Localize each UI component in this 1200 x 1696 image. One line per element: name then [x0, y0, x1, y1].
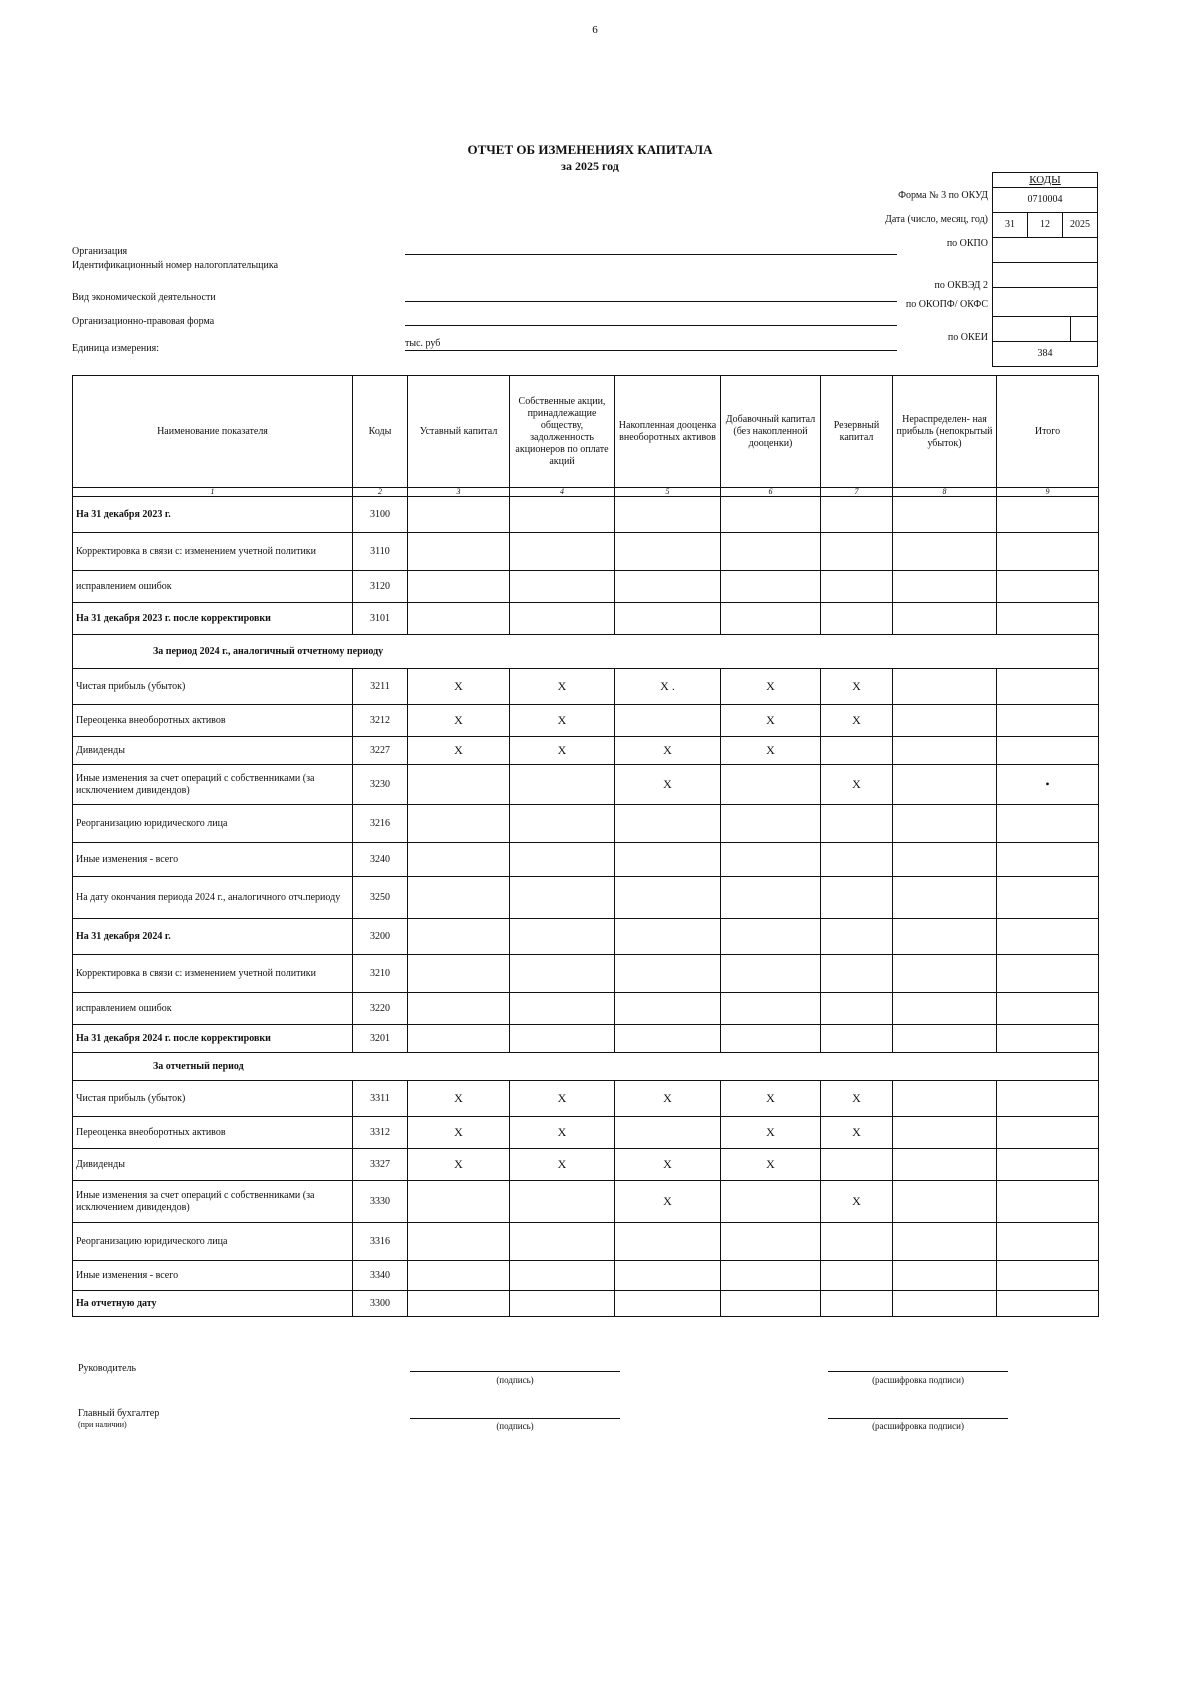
- value-cell: X: [408, 705, 510, 737]
- unit-label: Единица измерения:: [72, 343, 159, 354]
- okopf-value: [993, 317, 1097, 342]
- value-cell: [721, 843, 821, 877]
- row-code: 3330: [353, 1181, 408, 1223]
- chief-sign-line: [410, 1418, 620, 1419]
- row-code: 3327: [353, 1149, 408, 1181]
- chief-sign-caption: (подпись): [496, 1421, 534, 1431]
- value-cell: [721, 993, 821, 1025]
- value-cell: [997, 1181, 1099, 1223]
- value-cell: [893, 1291, 997, 1317]
- row-code: 3311: [353, 1081, 408, 1117]
- value-cell: [721, 497, 821, 533]
- value-cell: [408, 533, 510, 571]
- value-cell: [510, 955, 615, 993]
- row-code: 3300: [353, 1291, 408, 1317]
- value-cell: [893, 1181, 997, 1223]
- okopf-label: по ОКОПФ/ ОКФС: [905, 299, 988, 310]
- value-cell: •: [997, 765, 1099, 805]
- value-cell: [510, 1181, 615, 1223]
- value-cell: [721, 533, 821, 571]
- value-cell: [893, 497, 997, 533]
- row-code: 3211: [353, 669, 408, 705]
- section-row: [73, 635, 1099, 669]
- col-number: 6: [721, 488, 821, 497]
- value-cell: [997, 955, 1099, 993]
- col-header: Собственные акции, принадлежащие обществу, задолженность акционеров по оплате акций: [510, 376, 615, 488]
- value-cell: [893, 919, 997, 955]
- col-number: 3: [408, 488, 510, 497]
- value-cell: [615, 1025, 721, 1053]
- value-cell: [408, 603, 510, 635]
- row-name: Корректировка в связи с: изменением учетной политики: [73, 955, 353, 993]
- value-cell: X: [408, 1149, 510, 1181]
- value-cell: [893, 533, 997, 571]
- head-sign-line: [410, 1371, 620, 1372]
- row-code: 3250: [353, 877, 408, 919]
- value-cell: [721, 1181, 821, 1223]
- row-code: 3227: [353, 737, 408, 765]
- org-line: [405, 254, 897, 255]
- value-cell: [997, 497, 1099, 533]
- row-name: Иные изменения за счет операций с собственниками (за исключением дивидендов): [73, 765, 353, 805]
- okved-label: по ОКВЭД 2: [934, 280, 988, 291]
- value-cell: [408, 955, 510, 993]
- activity-line: [405, 301, 897, 302]
- value-cell: [408, 805, 510, 843]
- value-cell: [997, 1025, 1099, 1053]
- value-cell: [893, 1025, 997, 1053]
- row-code: 3210: [353, 955, 408, 993]
- value-cell: [821, 737, 893, 765]
- row-name: Чистая прибыль (убыток): [73, 1081, 353, 1117]
- value-cell: [615, 705, 721, 737]
- value-cell: [893, 1117, 997, 1149]
- value-cell: [510, 533, 615, 571]
- value-cell: [893, 765, 997, 805]
- value-cell: [408, 765, 510, 805]
- row-name: Дивиденды: [73, 1149, 353, 1181]
- okpo-label: по ОКПО: [946, 238, 988, 249]
- report-title: ОТЧЕТ ОБ ИЗМЕНЕНИЯХ КАПИТАЛА: [467, 142, 713, 157]
- row-name: исправлением ошибок: [73, 571, 353, 603]
- section-title: За отчетный период: [73, 1053, 1099, 1081]
- value-cell: [615, 1261, 721, 1291]
- value-cell: X: [721, 1081, 821, 1117]
- value-cell: [893, 603, 997, 635]
- row-name: На 31 декабря 2024 г. после корректировки: [73, 1025, 353, 1053]
- value-cell: [615, 603, 721, 635]
- value-cell: [997, 533, 1099, 571]
- chief-decode-caption: (расшифровка подписи): [872, 1421, 964, 1431]
- row-code: 3101: [353, 603, 408, 635]
- value-cell: [408, 1291, 510, 1317]
- value-cell: [615, 571, 721, 603]
- value-cell: X: [821, 765, 893, 805]
- value-cell: [893, 955, 997, 993]
- row-name: Иные изменения за счет операций с собственниками (за исключением дивидендов): [73, 1181, 353, 1223]
- value-cell: [821, 603, 893, 635]
- value-cell: X: [408, 1081, 510, 1117]
- chief-label: Главный бухгалтер: [78, 1408, 160, 1419]
- value-cell: X: [721, 669, 821, 705]
- value-cell: [615, 497, 721, 533]
- value-cell: [408, 497, 510, 533]
- codes-box: [992, 172, 1098, 367]
- row-code: 3230: [353, 765, 408, 805]
- value-cell: X: [821, 1117, 893, 1149]
- head-sign-caption: (подпись): [496, 1375, 534, 1385]
- col-number: 1: [73, 488, 353, 497]
- value-cell: [821, 877, 893, 919]
- value-cell: [510, 877, 615, 919]
- col-number: 4: [510, 488, 615, 497]
- value-cell: [510, 1291, 615, 1317]
- value-cell: X: [721, 737, 821, 765]
- row-code: 3201: [353, 1025, 408, 1053]
- value-cell: [615, 533, 721, 571]
- value-cell: X: [821, 1081, 893, 1117]
- table-row: [73, 1025, 1099, 1053]
- value-cell: [408, 877, 510, 919]
- value-cell: [821, 497, 893, 533]
- value-cell: [821, 1149, 893, 1181]
- capital-changes-table: [72, 375, 1099, 1317]
- org-label: Организация: [72, 246, 128, 257]
- value-cell: [510, 1261, 615, 1291]
- value-cell: [721, 919, 821, 955]
- value-cell: X: [408, 669, 510, 705]
- value-cell: [997, 1149, 1099, 1181]
- head-label: Руководитель: [78, 1363, 137, 1374]
- value-cell: [510, 919, 615, 955]
- value-cell: [893, 705, 997, 737]
- col-header: Добавочный капитал (без накопленной дооценки): [721, 376, 821, 488]
- value-cell: X: [721, 1117, 821, 1149]
- value-cell: [721, 1291, 821, 1317]
- section-row: [73, 1053, 1099, 1081]
- date-year: 2025: [1070, 219, 1090, 230]
- value-cell: [408, 1261, 510, 1291]
- row-name: На 31 декабря 2023 г. после корректировки: [73, 603, 353, 635]
- row-name: На дату окончания периода 2024 г., аналогичного отч.периоду: [73, 877, 353, 919]
- value-cell: [510, 603, 615, 635]
- value-cell: X: [821, 705, 893, 737]
- value-cell: [721, 571, 821, 603]
- value-cell: [408, 993, 510, 1025]
- table-row: [73, 737, 1099, 765]
- row-name: Корректировка в связи с: изменением учетной политики: [73, 533, 353, 571]
- head-decode-line: [828, 1371, 1008, 1372]
- value-cell: [408, 1181, 510, 1223]
- value-cell: [615, 1223, 721, 1261]
- value-cell: X: [510, 1117, 615, 1149]
- value-cell: [997, 805, 1099, 843]
- value-cell: X .: [615, 669, 721, 705]
- row-name: исправлением ошибок: [73, 993, 353, 1025]
- value-cell: [997, 993, 1099, 1025]
- table-row: [73, 955, 1099, 993]
- value-cell: [721, 765, 821, 805]
- value-cell: [721, 877, 821, 919]
- okei-label: по ОКЕИ: [947, 332, 988, 343]
- row-name: Реорганизацию юридического лица: [73, 1223, 353, 1261]
- value-cell: [821, 993, 893, 1025]
- table-row: [73, 1261, 1099, 1291]
- table-row: [73, 603, 1099, 635]
- row-name: Переоценка внеоборотных активов: [73, 1117, 353, 1149]
- value-cell: [997, 571, 1099, 603]
- col-number: 2: [353, 488, 408, 497]
- row-code: 3212: [353, 705, 408, 737]
- table-row: [73, 1081, 1099, 1117]
- table-row: [73, 877, 1099, 919]
- table-row: [73, 571, 1099, 603]
- value-cell: X: [615, 1081, 721, 1117]
- value-cell: [893, 669, 997, 705]
- table-body: [73, 497, 1099, 1317]
- date-label: Дата (число, месяц, год): [885, 214, 988, 225]
- value-cell: [408, 1025, 510, 1053]
- table-row: [73, 805, 1099, 843]
- value-cell: [893, 1261, 997, 1291]
- chief-decode-line: [828, 1418, 1008, 1419]
- value-cell: [510, 993, 615, 1025]
- value-cell: [997, 1261, 1099, 1291]
- row-code: 3110: [353, 533, 408, 571]
- row-name: Чистая прибыль (убыток): [73, 669, 353, 705]
- row-code: 3316: [353, 1223, 408, 1261]
- table-row: [73, 1181, 1099, 1223]
- row-name: На 31 декабря 2024 г.: [73, 919, 353, 955]
- value-cell: [615, 993, 721, 1025]
- value-cell: [721, 955, 821, 993]
- value-cell: [721, 1025, 821, 1053]
- value-cell: [721, 1223, 821, 1261]
- value-cell: [893, 1081, 997, 1117]
- col-number: 5: [615, 488, 721, 497]
- col-header: Итого: [997, 376, 1099, 488]
- value-cell: [615, 843, 721, 877]
- unit-value: тыс. руб: [405, 338, 441, 349]
- value-cell: [893, 737, 997, 765]
- value-cell: [997, 877, 1099, 919]
- value-cell: [615, 805, 721, 843]
- value-cell: [997, 705, 1099, 737]
- table-row: [73, 1117, 1099, 1149]
- codes-header: КОДЫ: [993, 173, 1097, 188]
- table-row: [73, 1223, 1099, 1261]
- value-cell: [821, 1261, 893, 1291]
- value-cell: X: [510, 737, 615, 765]
- value-cell: [821, 533, 893, 571]
- okud-value: 0710004: [993, 188, 1097, 213]
- row-name: Переоценка внеоборотных активов: [73, 705, 353, 737]
- date-value: [993, 213, 1097, 238]
- value-cell: [821, 805, 893, 843]
- value-cell: X: [615, 1181, 721, 1223]
- value-cell: [615, 919, 721, 955]
- report-subtitle: за 2025 год: [561, 159, 619, 173]
- col-header: Накопленная дооценка внеоборотных активов: [615, 376, 721, 488]
- okpo-value: [993, 238, 1097, 263]
- row-name: Иные изменения - всего: [73, 843, 353, 877]
- value-cell: X: [821, 669, 893, 705]
- row-code: 3220: [353, 993, 408, 1025]
- value-cell: [997, 603, 1099, 635]
- value-cell: [615, 1117, 721, 1149]
- inn-label: Идентификационный номер налогоплательщика: [72, 260, 279, 271]
- table-row: [73, 765, 1099, 805]
- col-header: Нераспределен- ная прибыль (непокрытый убыток): [893, 376, 997, 488]
- row-code: 3340: [353, 1261, 408, 1291]
- col-header: Резервный капитал: [821, 376, 893, 488]
- value-cell: [997, 843, 1099, 877]
- inn-value: [993, 263, 1097, 288]
- value-cell: X: [721, 1149, 821, 1181]
- value-cell: [510, 1223, 615, 1261]
- value-cell: [997, 669, 1099, 705]
- row-name: Иные изменения - всего: [73, 1261, 353, 1291]
- value-cell: X: [510, 669, 615, 705]
- value-cell: [893, 805, 997, 843]
- value-cell: X: [510, 1081, 615, 1117]
- table-row: [73, 533, 1099, 571]
- page-number: 6: [592, 24, 598, 36]
- value-cell: [615, 877, 721, 919]
- row-code: 3240: [353, 843, 408, 877]
- table-row: [73, 993, 1099, 1025]
- table-row: [73, 919, 1099, 955]
- value-cell: [893, 843, 997, 877]
- value-cell: [821, 955, 893, 993]
- table-row: [73, 497, 1099, 533]
- value-cell: [408, 1223, 510, 1261]
- table-row: [73, 843, 1099, 877]
- value-cell: [997, 737, 1099, 765]
- head-decode-caption: (расшифровка подписи): [872, 1375, 964, 1385]
- value-cell: [893, 1223, 997, 1261]
- value-cell: [510, 843, 615, 877]
- row-code: 3100: [353, 497, 408, 533]
- okved-value: [993, 288, 1097, 317]
- value-cell: [721, 805, 821, 843]
- value-cell: [408, 919, 510, 955]
- column-number-row: [73, 488, 1099, 497]
- value-cell: [510, 765, 615, 805]
- value-cell: [997, 1081, 1099, 1117]
- section-title: За период 2024 г., аналогичный отчетному периоду: [73, 635, 1099, 669]
- value-cell: [408, 843, 510, 877]
- okud-label: Форма № 3 по ОКУД: [898, 190, 988, 201]
- value-cell: [721, 1261, 821, 1291]
- value-cell: [997, 919, 1099, 955]
- unit-line: [405, 350, 897, 351]
- row-name: Дивиденды: [73, 737, 353, 765]
- value-cell: [893, 993, 997, 1025]
- activity-label: Вид экономической деятельности: [72, 292, 216, 303]
- value-cell: [821, 1025, 893, 1053]
- table-row: [73, 669, 1099, 705]
- table-row: [73, 1149, 1099, 1181]
- value-cell: [997, 1117, 1099, 1149]
- value-cell: [821, 1291, 893, 1317]
- value-cell: [821, 919, 893, 955]
- value-cell: [821, 1223, 893, 1261]
- value-cell: [893, 877, 997, 919]
- col-number: 8: [893, 488, 997, 497]
- legal-form-line: [405, 325, 897, 326]
- value-cell: [615, 1291, 721, 1317]
- row-name: На отчетную дату: [73, 1291, 353, 1317]
- okei-value: 384: [993, 342, 1097, 367]
- row-code: 3120: [353, 571, 408, 603]
- value-cell: [997, 1223, 1099, 1261]
- row-name: Реорганизацию юридического лица: [73, 805, 353, 843]
- value-cell: [893, 571, 997, 603]
- col-header: Коды: [353, 376, 408, 488]
- value-cell: [893, 1149, 997, 1181]
- value-cell: [510, 571, 615, 603]
- col-number: 9: [997, 488, 1099, 497]
- value-cell: X: [510, 1149, 615, 1181]
- value-cell: [510, 497, 615, 533]
- value-cell: [821, 571, 893, 603]
- col-number: 7: [821, 488, 893, 497]
- value-cell: X: [510, 705, 615, 737]
- value-cell: [721, 603, 821, 635]
- table-row: [73, 1291, 1099, 1317]
- value-cell: [997, 1291, 1099, 1317]
- col-header: Наименование показателя: [73, 376, 353, 488]
- row-code: 3200: [353, 919, 408, 955]
- value-cell: X: [821, 1181, 893, 1223]
- value-cell: [615, 955, 721, 993]
- legal-form-label: Организационно-правовая форма: [72, 316, 215, 327]
- row-code: 3216: [353, 805, 408, 843]
- chief-note: (при наличии): [78, 1420, 127, 1429]
- value-cell: [408, 571, 510, 603]
- value-cell: X: [408, 1117, 510, 1149]
- value-cell: [510, 1025, 615, 1053]
- row-code: 3312: [353, 1117, 408, 1149]
- value-cell: X: [615, 765, 721, 805]
- row-name: На 31 декабря 2023 г.: [73, 497, 353, 533]
- value-cell: X: [615, 1149, 721, 1181]
- col-header: Уставный капитал: [408, 376, 510, 488]
- date-day: 31: [993, 213, 1028, 237]
- value-cell: X: [408, 737, 510, 765]
- value-cell: X: [721, 705, 821, 737]
- value-cell: [510, 805, 615, 843]
- value-cell: [821, 843, 893, 877]
- header-row: [73, 376, 1099, 488]
- value-cell: X: [615, 737, 721, 765]
- date-month: 12: [1028, 213, 1063, 237]
- table-row: [73, 705, 1099, 737]
